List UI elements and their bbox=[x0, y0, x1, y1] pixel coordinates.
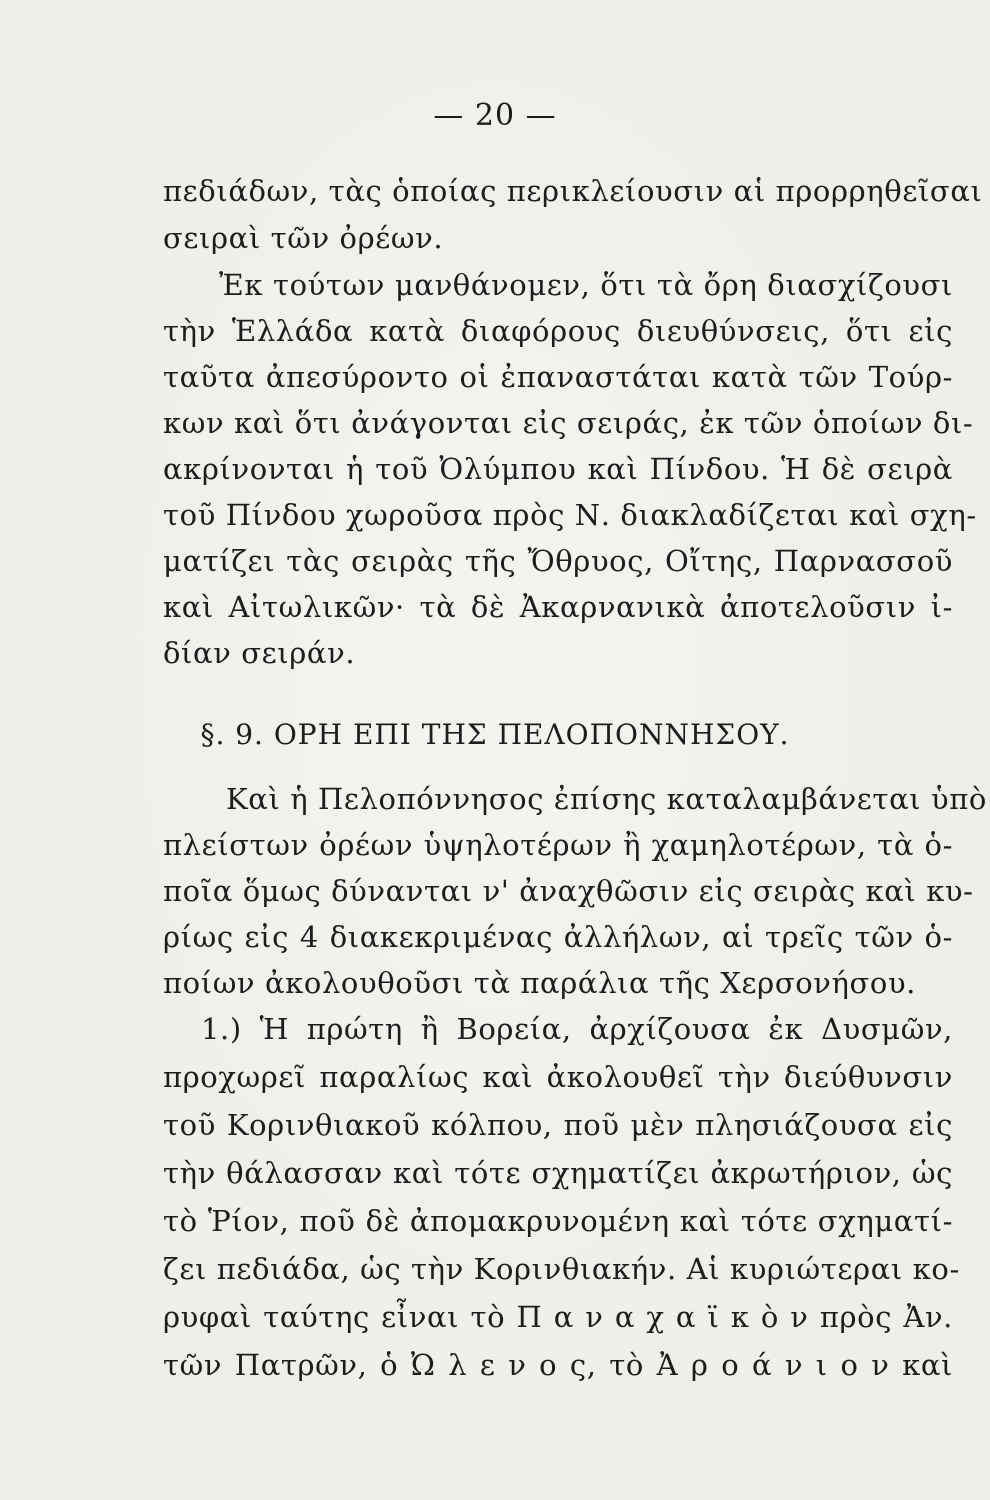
text-line: τὸ Ῥίον, ποῦ δὲ ἀπομακρυνομένη καὶ τότε σχηματί- bbox=[163, 1204, 953, 1238]
page-number: — 20 — bbox=[433, 98, 557, 133]
text-line: Ἐκ τούτων μανθάνομεν, ὅτι τὰ ὄρη διασχίζουσι bbox=[219, 268, 953, 302]
text-line: ματίζει τὰς σειρὰς τῆς Ὄθρυος, Οἴτης, Παρνασσοῦ bbox=[163, 544, 953, 578]
section-heading: §. 9. ΟΡΗ ΕΠΙ ΤΗΣ ΠΕΛΟΠΟΝΝΗΣΟΥ. bbox=[200, 718, 790, 751]
text-line: σειραὶ τῶν ὀρέων. bbox=[163, 221, 444, 255]
text-line: ποῖα ὅμως δύνανται ν' ἀναχθῶσιν εἰς σειρὰς καὶ κυ- bbox=[163, 874, 974, 908]
text-line: πλείστων ὀρέων ὑψηλοτέρων ἢ χαμηλοτέρων, τὰ ὁ- bbox=[163, 828, 953, 862]
text-line: τοῦ Πίνδου χωροῦσα πρὸς Ν. διακλαδίζεται καὶ σχη- bbox=[163, 498, 977, 532]
text-line: ζει πεδιάδα, ὡς τὴν Κορινθιακήν. Αἱ κυριώτεραι κο- bbox=[163, 1252, 960, 1286]
text-line: πεδιάδων, τὰς ὁποίας περικλείουσιν αἱ προρρηθεῖσαι bbox=[163, 174, 983, 208]
text-line: ρίως εἰς 4 διακεκριμένας ἀλλήλων, αἱ τρεῖς τῶν ὁ- bbox=[163, 920, 953, 954]
text-line: ρυφαὶ ταύτης εἶναι τὸ Π α ν α χ α ϊ κ ὸ ν πρὸς Ἀν. bbox=[163, 1300, 953, 1334]
text-line: καὶ Αἰτωλικῶν· τὰ δὲ Ἀκαρνανικὰ ἀποτελοῦσιν ἰ- bbox=[163, 590, 953, 624]
text-line: ποίων ἀκολουθοῦσι τὰ παράλια τῆς Χερσονήσου. bbox=[163, 966, 916, 1000]
text-line: προχωρεῖ παραλίως καὶ ἀκολουθεῖ τὴν διεύθυνσιν bbox=[163, 1060, 953, 1094]
text-line: ταῦτα ἀπεσύροντο οἱ ἐπαναστάται κατὰ τῶν Τούρ- bbox=[163, 360, 953, 394]
text-line: τῶν Πατρῶν, ὁ Ὠ λ ε ν ο ς, τὸ Ἀ ρ ο ά ν ι ο ν καὶ bbox=[163, 1348, 953, 1382]
text-line: δίαν σειράν. bbox=[163, 636, 356, 670]
text-line: ακρίνονται ἡ τοῦ Ὀλύμπου καὶ Πίνδου. Ἡ δὲ σειρὰ bbox=[163, 452, 953, 486]
text-line: Καὶ ἡ Πελοπόννησος ἐπίσης καταλαμβάνεται ὑπὸ bbox=[226, 782, 987, 816]
text-line: κων καὶ ὅτι ἀνάγονται εἰς σειράς, ἐκ τῶν ὁποίων δι- bbox=[163, 406, 974, 440]
text-line: τοῦ Κορινθιακοῦ κόλπου, ποῦ μὲν πλησιάζουσα εἰς bbox=[163, 1108, 953, 1142]
text-line: τὴν Ἑλλάδα κατὰ διαφόρους διευθύνσεις, ὅτι εἰς bbox=[163, 314, 953, 348]
text-line: 1.) Ἡ πρώτη ἢ Βορεία, ἀρχίζουσα ἐκ Δυσμῶν, bbox=[201, 1012, 953, 1046]
text-line: τὴν θάλασσαν καὶ τότε σχηματίζει ἀκρωτήριον, ὡς bbox=[163, 1156, 953, 1190]
